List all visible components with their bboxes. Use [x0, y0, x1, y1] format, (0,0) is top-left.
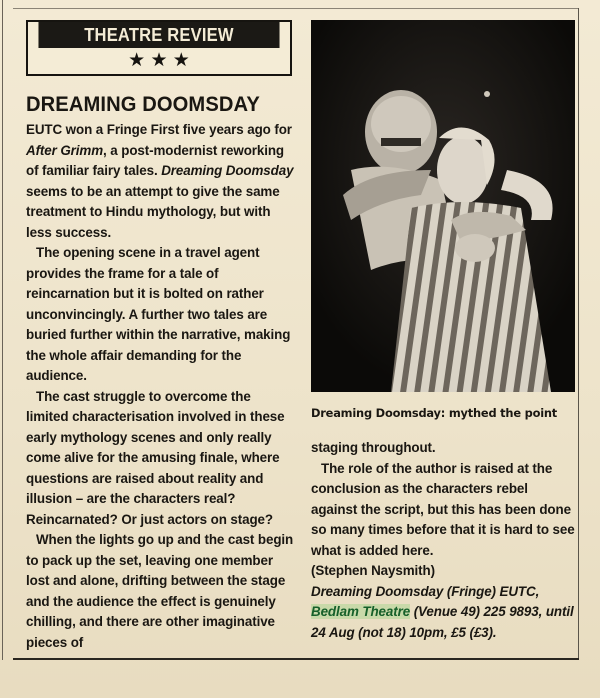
- paragraph: [26, 120, 296, 243]
- review-header-box: [26, 20, 292, 76]
- paragraph: [311, 438, 576, 459]
- article-body-left: [26, 120, 296, 653]
- page-edge-line: [2, 0, 3, 660]
- paragraph: [26, 243, 296, 387]
- article-headline: DREAMING DOOMSDAY: [26, 93, 260, 116]
- text-run: staging throughout.: [311, 440, 436, 455]
- paragraph: [26, 530, 296, 653]
- text-run: seems to be an attempt to give the same treatment to Hindu mythology, but with less success.: [26, 183, 280, 240]
- top-rule: [13, 8, 578, 9]
- article-body-right: [311, 438, 576, 643]
- left-column: [26, 20, 296, 653]
- text-run: (Stephen Naysmith): [311, 563, 435, 578]
- performers-photo-illustration: [311, 20, 575, 392]
- star-rating: ★ ★ ★: [128, 50, 190, 71]
- photo-caption: Dreaming Doomsday: mythed the point: [311, 406, 558, 420]
- paragraph: [311, 459, 576, 562]
- bottom-rule: [13, 658, 579, 660]
- section-label: THEATRE REVIEW: [38, 22, 279, 48]
- text-run: After Grimm: [26, 142, 104, 158]
- text-run: Dreaming Doomsday: [161, 163, 294, 178]
- production-photo: [311, 20, 575, 392]
- paragraph: [26, 387, 296, 531]
- text-run: The opening scene in a travel agent provides the frame for a tale of reincarnation but it is bolted on rather unconvincingly. A further two tales are buried further within the narrative, making the whole affair demanding for the audience.: [26, 245, 291, 383]
- venue-name: Bedlam Theatre: [311, 604, 411, 619]
- right-rule: [578, 8, 579, 658]
- text-run: The cast struggle to overcome the limited characterisation involved in these early mythology scenes and only really come alive for the amusing finale, where questions are raised about reality and illusion – are the characters real? Reincarnated? Or just actors on stage?: [26, 388, 285, 527]
- text-run: The role of the author is raised at the conclusion as the characters rebel against the script, but this has been done so many times before that it is hard to see what is added here.: [311, 460, 575, 558]
- right-column: [311, 20, 576, 643]
- text-run: EUTC won a Fringe First five years ago for: [26, 122, 292, 137]
- paragraph: [311, 561, 576, 582]
- text-run: (Venue 49) 225 9893, until 24 Aug (not 18) 10pm, £5 (£3).: [311, 604, 574, 640]
- text-run: , a post-modernist reworking of familiar fairy tales.: [26, 142, 285, 178]
- text-run: When the lights go up and the cast begin to pack up the set, leaving one member lost and alone, drifting between the stage and the audience the effect is genuinely chilling, and there are other imaginative pieces of: [26, 532, 294, 650]
- paragraph: [311, 582, 576, 644]
- text-run: Dreaming Doomsday (Fringe) EUTC,: [311, 583, 540, 599]
